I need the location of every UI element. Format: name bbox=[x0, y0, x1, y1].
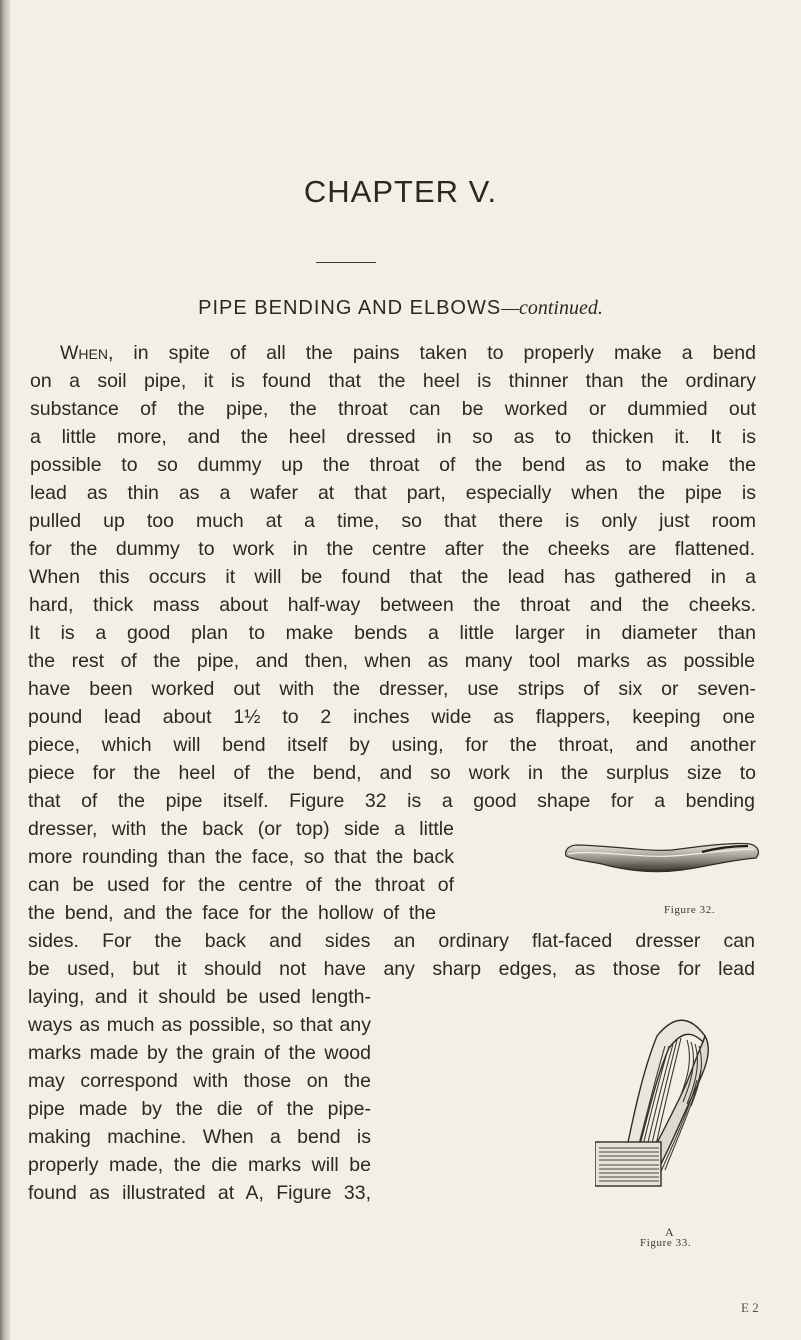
text-line: pulled up too much at a time, so that there is only just room bbox=[29, 510, 756, 532]
text-line: found as illustrated at A, Figure 33, bbox=[28, 1182, 371, 1204]
text-line: marks made by the grain of the wood bbox=[28, 1042, 371, 1064]
text-line: on a soil pipe, it is found that the heel is thinner than the ordinary bbox=[30, 370, 756, 392]
text-line: pound lead about 1½ to 2 inches wide as flappers, keeping one bbox=[28, 706, 755, 728]
page-signature: E 2 bbox=[741, 1300, 759, 1315]
text-line: can be used for the centre of the throat of bbox=[28, 874, 454, 896]
figure-32-bending-dresser bbox=[562, 836, 762, 898]
section-title: PIPE BENDING AND ELBOWS bbox=[198, 297, 502, 319]
first-word: When, bbox=[60, 342, 114, 364]
text-line: more rounding than the face, so that the back bbox=[28, 846, 454, 868]
text-line: pipe made by the die of the pipe- bbox=[28, 1098, 371, 1120]
text-line: ways as much as possible, so that any bbox=[28, 1014, 371, 1036]
text-line: that of the pipe itself. Figure 32 is a good shape for a bending bbox=[28, 790, 755, 812]
section-heading bbox=[0, 297, 801, 320]
text-line: sides. For the back and sides an ordinary flat-faced dresser can bbox=[28, 930, 755, 952]
text-line: have been worked out with the dresser, use strips of six or seven- bbox=[28, 678, 756, 700]
text-line: hard, thick mass about half-way between the throat and the cheeks. bbox=[29, 594, 756, 616]
text-line: properly made, the die marks will be bbox=[28, 1154, 371, 1176]
text-line: laying, and it should be used length- bbox=[28, 986, 371, 1008]
text-line: When this occurs it will be found that the lead has gathered in a bbox=[29, 566, 756, 588]
text-line: the rest of the pipe, and then, when as many tool marks as possible bbox=[28, 650, 755, 672]
chapter-title: CHAPTER V. bbox=[303, 174, 498, 209]
text-line: a little more, and the heel dressed in so as to thicken it. It is bbox=[30, 426, 756, 448]
figure-32-caption: Figure 32. bbox=[664, 904, 716, 916]
text-line: dresser, with the back (or top) side a little bbox=[28, 818, 454, 840]
figure-33-point-label: A bbox=[665, 1225, 675, 1239]
text-line: the bend, and the face for the hollow of the bbox=[28, 902, 436, 924]
text-line: making machine. When a bend is bbox=[28, 1126, 371, 1148]
text-line: lead as thin as a wafer at that part, especially when the pipe is bbox=[30, 482, 756, 504]
text-line: for the dummy to work in the centre after the cheeks are flattened. bbox=[29, 538, 755, 560]
section-continued: —continued. bbox=[501, 297, 603, 319]
figure-33-caption: Figure 33. bbox=[640, 1237, 692, 1249]
text-line: When, in spite of all the pains taken to properly make a bend bbox=[60, 342, 756, 364]
text-line: piece, which will bend itself by using, for the throat, and another bbox=[28, 734, 756, 756]
text-line: substance of the pipe, the throat can be worked or dummied out bbox=[30, 398, 756, 420]
text-line: may correspond with those on the bbox=[28, 1070, 371, 1092]
figure-33-bend-diagram bbox=[595, 1010, 775, 1210]
text-line: piece for the heel of the bend, and so work in the surplus size to bbox=[28, 762, 756, 784]
title-rule bbox=[316, 262, 376, 263]
text-line: It is a good plan to make bends a little larger in diameter than bbox=[29, 622, 756, 644]
text-line: possible to so dummy up the throat of the bend as to make the bbox=[30, 454, 756, 476]
text-line: be used, but it should not have any sharp edges, as those for lead bbox=[28, 958, 755, 980]
